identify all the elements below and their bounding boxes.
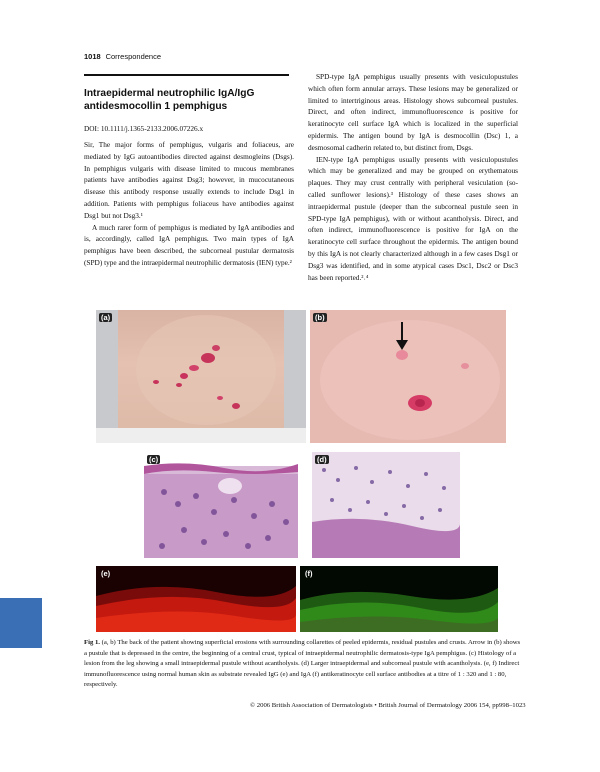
figure-panel-e	[96, 566, 296, 632]
article-doi: DOI: 10.1111/j.1365-2133.2006.07226.x	[84, 124, 204, 133]
panel-label-f: (f)	[305, 569, 313, 578]
histology-illustration	[144, 452, 298, 558]
title-rule	[84, 74, 289, 76]
paragraph: Sir, The major forms of pemphigus, vulgaris and foliaceus, are mediated by IgG autoantibodies directed against desmogleins (Dsgs). In pemphigus vulgaris with disease limited to mucous membranes patients have antibodies against Dsg3; however, in mucocutaneous disease this antibody response usually extends to include Dsg1 in addition. Patients with pemphigus foliaceus have antibodies against Dsg1 but not Dsg3.¹	[84, 140, 294, 220]
running-header	[84, 52, 161, 61]
panel-label-a: (a)	[101, 313, 111, 322]
closeup-photo-illustration	[310, 310, 506, 443]
caption-text: (a, b) The back of the patient showing superficial erosions with surrounding collarettes of peeled epidermis, residual pustules and crusts. Arrow in (b) shows a pustule that is depressed in the centre, the beginning of a central crust, typical of intraepidermal neutrophilic dermatosis-type IgA pemphigus. (c) Histology of a lesion from the leg showing a small intraepidermal pustule without acantholysis. (d) Larger intraepidermal and subcorneal pustule with acantholysis. (e, f) Indirect immunofluorescence using normal human skin as substrate revealed IgG (e) and IgA (f) antikeratinocyte cell surface antibodies at a titre of 1 : 320 and 1 : 80, respectively.	[84, 639, 521, 689]
figure-panel-c	[144, 452, 298, 558]
figure-panel-d	[312, 452, 460, 558]
side-tab-marker	[0, 598, 42, 648]
figure-panel-a	[96, 310, 306, 443]
right-column	[308, 71, 518, 283]
figure-caption	[84, 638, 524, 691]
back-photo-illustration	[96, 310, 306, 443]
immunofluorescence-red-illustration	[96, 566, 296, 632]
panel-label-b: (b)	[315, 313, 325, 322]
immunofluorescence-green-illustration	[300, 566, 498, 632]
paragraph: A much rarer form of pemphigus is mediated by IgA antibodies and is, accordingly, called IgA pemphigus. Two main types of IgA pemphigus have been described, the subcorneal pustular dermatosis (SPD) type and the intraepidermal neutrophilic dermatosis (IEN) type.²	[84, 222, 294, 267]
page-number: 1018	[84, 52, 101, 61]
figure-panel-b	[310, 310, 506, 443]
panel-label-c: (c)	[149, 455, 159, 464]
journal-footer: © 2006 British Association of Dermatologists • British Journal of Dermatology 2006 154, pp998–1023	[250, 702, 526, 709]
article-title: Intraepidermal neutrophilic IgA/IgG antidesmocollin 1 pemphigus	[84, 88, 255, 112]
section-name: Correspondence	[105, 52, 162, 61]
caption-label: Fig 1.	[84, 639, 100, 646]
histology-illustration	[312, 452, 460, 558]
panel-label-e: (e)	[101, 569, 111, 578]
panel-label-d: (d)	[317, 455, 327, 464]
figure-panel-f	[300, 566, 498, 632]
paragraph: SPD-type IgA pemphigus usually presents with vesiculopustules which often form annular arrays. These lesions may be generalized or limited to intertriginous areas. Histology shows subcorneal pustules. Direct, and often indirect, immunofluorescence is positive for keratinocyte cell surface IgA which is localized in the superficial epidermis. The antigen bound by IgA is desmocollin (Dsc) 1, a desmosomal cadherin related to, but distinct from, Dsgs.	[308, 72, 518, 152]
paragraph: IEN-type IgA pemphigus usually presents with vesiculopustules which may be generalized and may be grouped on erythematous plaques. They may crust centrally with peripheral vesiculation (so-called sunflower lesions).³ Histology of these cases shows an intraepidermal pustule (deeper than the subcorneal pustule seen in SPD-type IgA pemphigus), with or without acantholysis. Direct, and often indirect, immunofluorescence is positive for IgA on the keratinocyte cell surface throughout the epidermis. The antigen bound by this IgA is not clearly characterized although in a few cases Dsg1 or Dsg3 was identified, and in some atypical cases Dsc1, Dsc2 or Dsc3 has been reported.²˒⁴	[308, 154, 518, 282]
left-column	[84, 139, 294, 269]
